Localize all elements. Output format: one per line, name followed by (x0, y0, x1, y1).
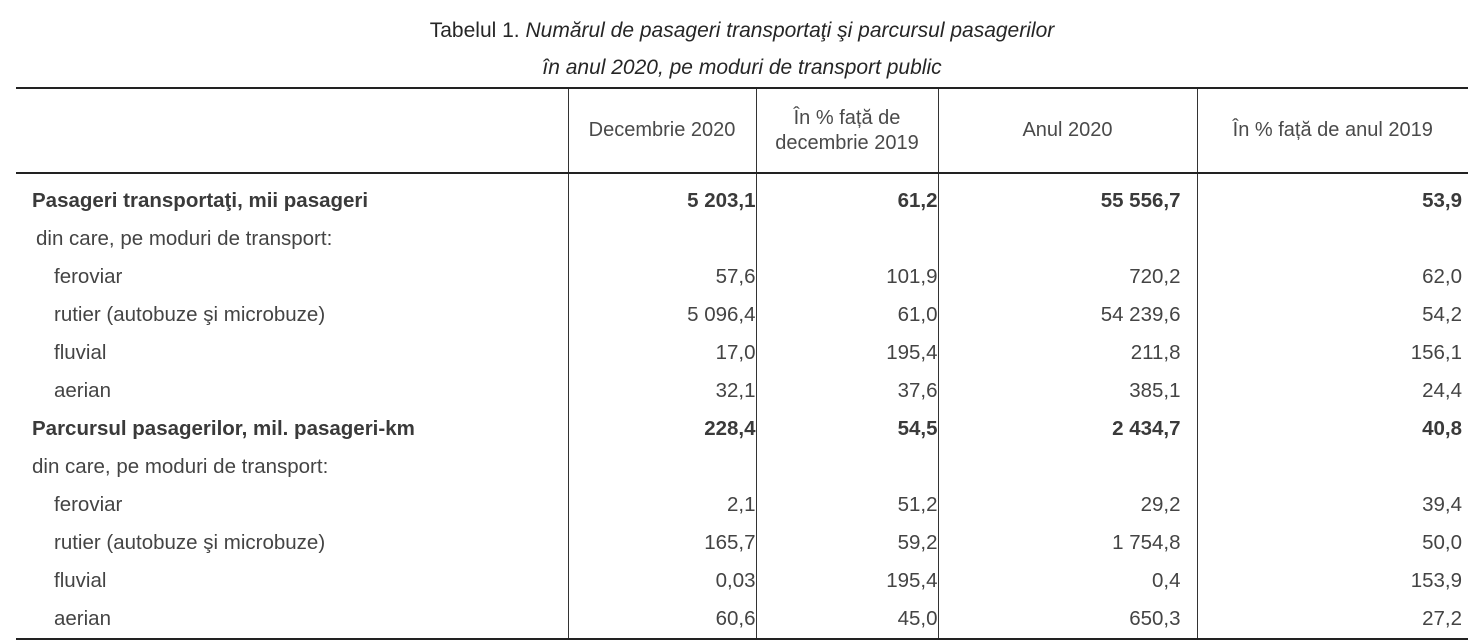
cell-year-2020: 2 434,7 (938, 410, 1197, 448)
table-row (16, 486, 1468, 524)
table-row (16, 258, 1468, 296)
cell-pct-dec-2019: 61,2 (756, 173, 938, 220)
cell-pct-dec-2019: 51,2 (756, 486, 938, 524)
table-row (16, 220, 1468, 258)
caption-title: Numărul de pasageri transportaţi şi parcursul pasagerilor (525, 19, 1055, 42)
cell-pct-year-2019: 153,9 (1197, 562, 1468, 600)
row-label: Pasageri transportaţi, mii pasageri (32, 189, 369, 212)
cell-pct-dec-2019: 195,4 (756, 334, 938, 372)
caption-prefix: Tabelul 1. (429, 19, 526, 42)
row-label: feroviar (54, 265, 123, 288)
cell-pct-dec-2019: 101,9 (756, 258, 938, 296)
cell-year-2020: 54 239,6 (938, 296, 1197, 334)
cell-pct-year-2019: 156,1 (1197, 334, 1468, 372)
cell-dec-2020 (568, 220, 756, 258)
cell-year-2020: 385,1 (938, 372, 1197, 410)
cell-pct-dec-2019: 195,4 (756, 562, 938, 600)
cell-pct-dec-2019: 61,0 (756, 296, 938, 334)
row-label: feroviar (54, 493, 123, 516)
cell-dec-2020: 5 203,1 (568, 173, 756, 220)
cell-year-2020 (938, 448, 1197, 486)
table-row (16, 562, 1468, 600)
header-dec-2020: Decembrie 2020 (568, 88, 756, 173)
table-row (16, 296, 1468, 334)
cell-pct-year-2019: 27,2 (1197, 600, 1468, 639)
cell-year-2020: 55 556,7 (938, 173, 1197, 220)
table-row (16, 173, 1468, 220)
table-row (16, 334, 1468, 372)
caption-subtitle: în anul 2020, pe moduri de transport public (542, 56, 942, 79)
table-caption-line-1 (0, 17, 1484, 45)
cell-pct-year-2019: 53,9 (1197, 173, 1468, 220)
cell-year-2020: 720,2 (938, 258, 1197, 296)
row-label: rutier (autobuze şi microbuze) (54, 531, 326, 554)
cell-pct-dec-2019: 59,2 (756, 524, 938, 562)
row-label: din care, pe moduri de transport: (32, 455, 329, 478)
cell-dec-2020: 165,7 (568, 524, 756, 562)
row-label: aerian (54, 607, 111, 630)
table-row (16, 448, 1468, 486)
cell-pct-dec-2019 (756, 448, 938, 486)
cell-dec-2020: 5 096,4 (568, 296, 756, 334)
cell-year-2020: 211,8 (938, 334, 1197, 372)
cell-pct-year-2019: 24,4 (1197, 372, 1468, 410)
row-label: fluvial (54, 569, 107, 592)
cell-year-2020: 1 754,8 (938, 524, 1197, 562)
cell-pct-year-2019: 39,4 (1197, 486, 1468, 524)
table-row (16, 600, 1468, 639)
row-label: rutier (autobuze şi microbuze) (54, 303, 326, 326)
table-row (16, 372, 1468, 410)
cell-pct-year-2019 (1197, 220, 1468, 258)
cell-dec-2020: 17,0 (568, 334, 756, 372)
cell-pct-year-2019 (1197, 448, 1468, 486)
row-label: din care, pe moduri de transport: (36, 227, 333, 250)
table-body (16, 173, 1468, 639)
row-label: fluvial (54, 341, 107, 364)
cell-pct-dec-2019: 45,0 (756, 600, 938, 639)
cell-year-2020 (938, 220, 1197, 258)
cell-dec-2020: 60,6 (568, 600, 756, 639)
cell-pct-year-2019: 62,0 (1197, 258, 1468, 296)
cell-dec-2020: 57,6 (568, 258, 756, 296)
cell-pct-year-2019: 54,2 (1197, 296, 1468, 334)
table-row (16, 410, 1468, 448)
header-year-2020: Anul 2020 (938, 88, 1197, 173)
header-pct-year-2019: În % față de anul 2019 (1197, 88, 1468, 173)
cell-dec-2020: 0,03 (568, 562, 756, 600)
cell-dec-2020: 2,1 (568, 486, 756, 524)
cell-pct-dec-2019 (756, 220, 938, 258)
header-pct-dec-2019: În % față de decembrie 2019 (756, 88, 938, 173)
table-caption-line-2 (0, 54, 1484, 82)
cell-dec-2020 (568, 448, 756, 486)
cell-pct-year-2019: 50,0 (1197, 524, 1468, 562)
row-label: Parcursul pasagerilor, mil. pasageri-km (32, 417, 415, 440)
cell-year-2020: 650,3 (938, 600, 1197, 639)
cell-pct-dec-2019: 54,5 (756, 410, 938, 448)
header-empty (16, 88, 568, 173)
cell-pct-year-2019: 40,8 (1197, 410, 1468, 448)
cell-dec-2020: 228,4 (568, 410, 756, 448)
cell-dec-2020: 32,1 (568, 372, 756, 410)
table-row (16, 524, 1468, 562)
cell-pct-dec-2019: 37,6 (756, 372, 938, 410)
header-row (16, 88, 1468, 173)
row-label: aerian (54, 379, 111, 402)
cell-year-2020: 0,4 (938, 562, 1197, 600)
data-table (16, 87, 1468, 640)
cell-year-2020: 29,2 (938, 486, 1197, 524)
